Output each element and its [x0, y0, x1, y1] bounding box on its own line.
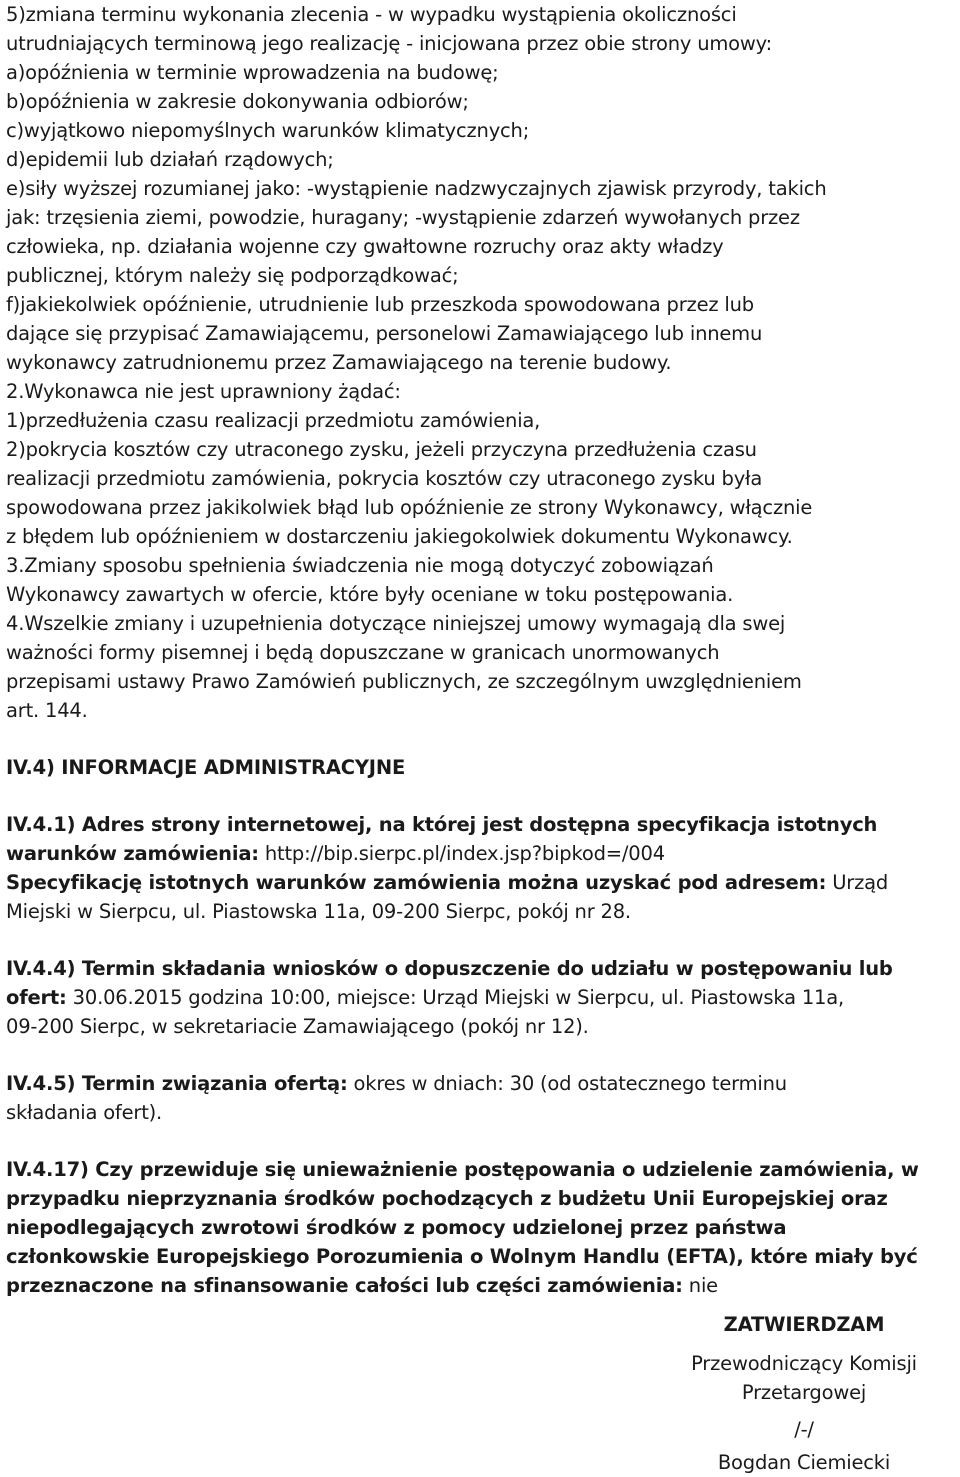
signature-mark: /-/ [794, 1418, 814, 1441]
field-value: Miejski w Sierpcu, ul. Piastowska 11a, 09-200 Sierpc, pokój nr 28. [6, 900, 631, 923]
text-line: 2.Wykonawca nie jest uprawniony żądać: [6, 380, 401, 403]
text-line: utrudniających terminową jego realizację - inicjowana przez obie strony umowy: [6, 32, 772, 55]
signer-name: Bogdan Ciemiecki [717, 1451, 891, 1474]
text-line: a)opóźnienia w terminie wprowadzenia na budowę; [6, 61, 499, 84]
approval-heading: ZATWIERDZAM [723, 1313, 885, 1336]
section-iv41-website [6, 810, 954, 926]
signature-block [668, 1310, 940, 1477]
text-line: publicznej, którym należy się podporządkować; [6, 264, 459, 287]
text-line: c)wyjątkowo niepomyślnych warunków klimatycznych; [6, 119, 530, 142]
field-value: 09-200 Sierpc, w sekretariacie Zamawiającego (pokój nr 12). [6, 1015, 589, 1038]
text-line: e)siły wyższej rozumianej jako: -wystąpienie nadzwyczajnych zjawisk przyrody, takich [6, 177, 827, 200]
field-label: warunków zamówienia: [6, 842, 259, 865]
section-iv45-binding-period [6, 1069, 954, 1127]
text-line: 1)przedłużenia czasu realizacji przedmiotu zamówienia, [6, 409, 541, 432]
section-iv417-eu-funds [6, 1155, 954, 1300]
field-label: Specyfikację istotnych warunków zamówienia można uzyskać pod adresem: [6, 871, 827, 894]
text-line: Wykonawcy zawartych w ofercie, które były oceniane w toku postępowania. [6, 583, 734, 606]
section-heading-administrative: IV.4) INFORMACJE ADMINISTRACYJNE [6, 756, 406, 779]
spec-url-link[interactable]: http://bip.sierpc.pl/index.jsp?bipkod=/004 [258, 842, 665, 865]
field-value: składania ofert). [6, 1101, 163, 1124]
field-value: okres w dniach: 30 (od ostatecznego terminu [347, 1072, 787, 1095]
signer-role: Przewodniczący Komisji [691, 1352, 917, 1375]
field-label: IV.4.4) Termin składania wniosków o dopuszczenie do udziału w postępowaniu lub [6, 957, 893, 980]
text-line: spowodowana przez jakikolwiek błąd lub opóźnienie ze strony Wykonawcy, włącznie [6, 496, 813, 519]
text-line: 3.Zmiany sposobu spełnienia świadczenia nie mogą dotyczyć zobowiązań [6, 554, 714, 577]
field-value: Urząd [826, 871, 889, 894]
signer-role: Przetargowej [741, 1381, 867, 1404]
text-line: przepisami ustawy Prawo Zamówień publicznych, ze szczególnym uwzględnieniem [6, 670, 802, 693]
field-value: nie [682, 1274, 718, 1297]
text-line: jak: trzęsienia ziemi, powodzie, huragany; -wystąpienie zdarzeń wywołanych przez [6, 206, 800, 229]
text-line: człowieka, np. działania wojenne czy gwałtowne rozruchy oraz akty władzy [6, 235, 724, 258]
field-value: 30.06.2015 godzina 10:00, miejsce: Urząd Miejski w Sierpcu, ul. Piastowska 11a, [66, 986, 844, 1009]
field-label: członkowskie Europejskiego Porozumienia o Wolnym Handlu (EFTA), które miały być [6, 1245, 918, 1268]
field-label: przeznaczone na sfinansowanie całości lub części zamówienia: [6, 1274, 683, 1297]
field-label: IV.4.17) Czy przewiduje się unieważnienie postępowania o udzielenie zamówienia, w [6, 1158, 919, 1181]
text-line: z błędem lub opóźnieniem w dostarczeniu jakiegokolwiek dokumentu Wykonawcy. [6, 525, 793, 548]
text-line: art. 144. [6, 699, 88, 722]
text-line: realizacji przedmiotu zamówienia, pokrycia kosztów czy utraconego zysku była [6, 467, 763, 490]
section-5-conditions [6, 0, 954, 725]
section-iv44-deadline [6, 954, 954, 1041]
text-line: 5)zmiana terminu wykonania zlecenia - w wypadku wystąpienia okoliczności [6, 3, 737, 26]
field-label: IV.4.5) Termin związania ofertą: [6, 1072, 348, 1095]
field-label: IV.4.1) Adres strony internetowej, na której jest dostępna specyfikacja istotnych [6, 813, 878, 836]
text-line: d)epidemii lub działań rządowych; [6, 148, 334, 171]
text-line: 4.Wszelkie zmiany i uzupełnienia dotyczące niniejszej umowy wymagają dla swej [6, 612, 786, 635]
text-line: f)jakiekolwiek opóźnienie, utrudnienie lub przeszkoda spowodowana przez lub [6, 293, 754, 316]
text-line: 2)pokrycia kosztów czy utraconego zysku, jeżeli przyczyna przedłużenia czasu [6, 438, 757, 461]
text-line: b)opóźnienia w zakresie dokonywania odbiorów; [6, 90, 469, 113]
field-label: przypadku nieprzyznania środków pochodzących z budżetu Unii Europejskiej oraz [6, 1187, 888, 1210]
text-line: dające się przypisać Zamawiającemu, personelowi Zamawiającego lub innemu [6, 322, 763, 345]
text-line: ważności formy pisemnej i będą dopuszczane w granicach unormowanych [6, 641, 720, 664]
text-line: wykonawcy zatrudnionemu przez Zamawiającego na terenie budowy. [6, 351, 672, 374]
field-label: ofert: [6, 986, 67, 1009]
field-label: niepodlegających zwrotowi środków z pomocy udzielonej przez państwa [6, 1216, 787, 1239]
